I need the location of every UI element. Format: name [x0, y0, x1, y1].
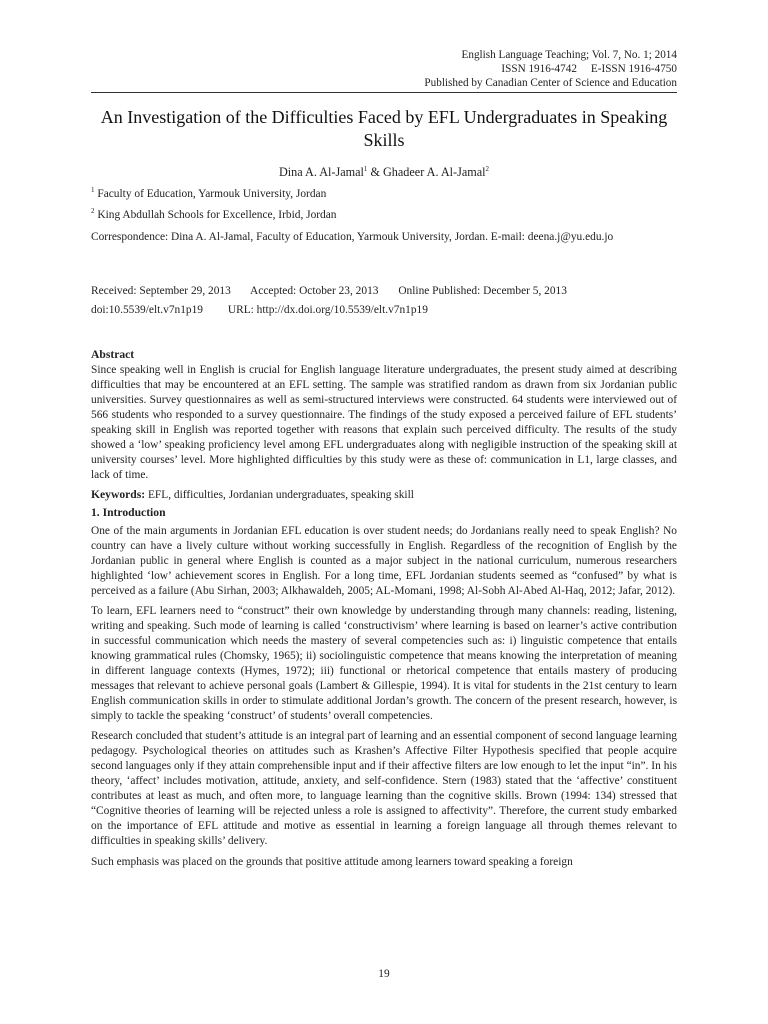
keywords-label: Keywords:	[91, 488, 146, 502]
affiliation-2	[91, 209, 337, 221]
abstract-text: Since speaking well in English is crucial for English language literature undergraduates, the present study aimed at describing difficulties that may be encountered at an EFL setting. The sample was stratified random as drawn from six Jordanian public universities. Survey questionnaires as well as semi-structured interviews were constructed. 64 students were interviewed out of 566 students who responded to a survey questionnaire. The findings of the study exposed a perceived failure of EFL students’ speaking skill in English was reported together with reasons that explain such perceived difficulty. The results of the study showed a ‘low’ speaking proficiency level among EFL undergraduates along with negligible instruction of the speaking skill at university courses’ level. More highlighted difficulties by this study were as these of: communication in L1, large classes, and lack of time.	[91, 364, 677, 482]
author-2-affiliation: 2	[485, 164, 490, 173]
author-1-affiliation: 1	[363, 164, 368, 173]
author-1: Dina A. Al-Jamal	[278, 165, 364, 179]
author-separator: &	[367, 165, 383, 179]
doi-line	[91, 304, 450, 316]
doi: doi:10.5539/elt.v7n1p19	[91, 304, 204, 316]
accepted-date: Accepted: October 23, 2013	[250, 285, 379, 297]
page-number: 19	[378, 968, 390, 980]
journal-volume: English Language Teaching; Vol. 7, No. 1; 2014	[461, 49, 677, 61]
affiliation-1-text: Faculty of Education, Yarmouk University, Jordan	[97, 188, 327, 200]
intro-paragraph-2: To learn, EFL learners need to “construct” their own knowledge by understanding through many channels: reading, listening, writing and speaking. Such mode of learning is called ‘constructivism’ where learning is based on learner’s active contribution in successful communication which needs the mastery of several competencies such as: i) linguistic competence that entails knowing grammatical rules (Chomsky, 1965); ii) sociolinguistic competence that means knowing the interpretation of meaning in different language contexts (Hymes, 1972); iii) functional or rhetorical competence that entails mastery of producing messages that relevant to achieve personal goals (Lambert & Gillespie, 1994). It is vital for students in the 21st century to learn English communication skills in order to stimulate additional Jordan’s growth. The concern of the present research, however, is simply to tackle the speaking ‘construct’ of students’ overall competencies.	[91, 604, 677, 723]
abstract-section	[91, 347, 677, 870]
introduction-heading: 1. Introduction	[91, 506, 166, 520]
keywords	[91, 487, 677, 503]
affiliation-1-number: 1	[91, 186, 95, 195]
publication-dates	[91, 285, 584, 297]
keywords-text: EFL, difficulties, Jordanian undergraduates, speaking skill	[145, 489, 414, 502]
affiliation-1	[91, 188, 326, 200]
paper-title: An Investigation of the Difficulties Faced by EFL Undergraduates in Speaking Skills	[100, 107, 668, 150]
affiliation-2-number: 2	[91, 207, 95, 216]
received-date: Received: September 29, 2013	[91, 285, 231, 297]
author-2: Ghadeer A. Al-Jamal	[383, 165, 486, 179]
journal-issn: ISSN 1916-4742 E-ISSN 1916-4750	[501, 63, 677, 75]
affiliation-2-text: King Abdullah Schools for Excellence, Irbid, Jordan	[97, 209, 337, 221]
doi-url-link[interactable]: URL: http://dx.doi.org/10.5539/elt.v7n1p19	[227, 304, 428, 316]
intro-paragraph-3: Research concluded that student’s attitude is an integral part of learning and an essential component of second language learning pedagogy. Psychological theories on attitudes such as Krashen’s Affective Filter Hypothesis specified that people acquire second languages only if they attain comprehensible input and if their affective filters are low enough to let the input “in”. In his theory, ‘affect’ includes motivation, attitude, anxiety, and self-confidence. Stern (1983) stated that the ‘affective’ constituent contributes at least as much, and often more, to language learning than the cognitive skills. Brown (1994: 134) stressed that “Cognitive theories of learning will be rejected unless a role is assigned to affectivity”. Therefore, the current study embarked on the importance of EFL attitude and motive as essential in learning a foreign language all through themes relevant to difficulties in speaking skills’ delivery.	[91, 730, 677, 848]
online-date: Online Published: December 5, 2013	[398, 285, 567, 297]
journal-header	[424, 48, 677, 90]
correspondence: Correspondence: Dina A. Al-Jamal, Faculty of Education, Yarmouk University, Jordan. E-mail: deena.j@yu.edu.jo	[91, 231, 614, 243]
author-line	[91, 165, 677, 180]
journal-publisher: Published by Canadian Center of Science and Education	[424, 77, 677, 89]
intro-paragraph-4: Such emphasis was placed on the grounds that positive attitude among learners toward speaking a foreign	[91, 855, 573, 868]
header-rule	[91, 92, 677, 93]
abstract-heading: Abstract	[91, 348, 135, 361]
intro-paragraph-1: One of the main arguments in Jordanian EFL education is over student needs; do Jordanians really need to speak English? No country can have a lively culture without working successfully in English. Regardless of the recognition of English by the Jordanian public in general where English is counted as a major subject in the national curriculum, numerous researchers highlighted ‘low’ achievement scores in English. For a long time, EFL Jordanian students seemed as “confused” by what is perceived as a failure (Abu Sirhan, 2003; Alkhawaldeh, 2005; AL-Momani, 1998; Al-Sobh Al-Abed Al-Haq, 2012; Jafar, 2012).	[91, 524, 677, 597]
